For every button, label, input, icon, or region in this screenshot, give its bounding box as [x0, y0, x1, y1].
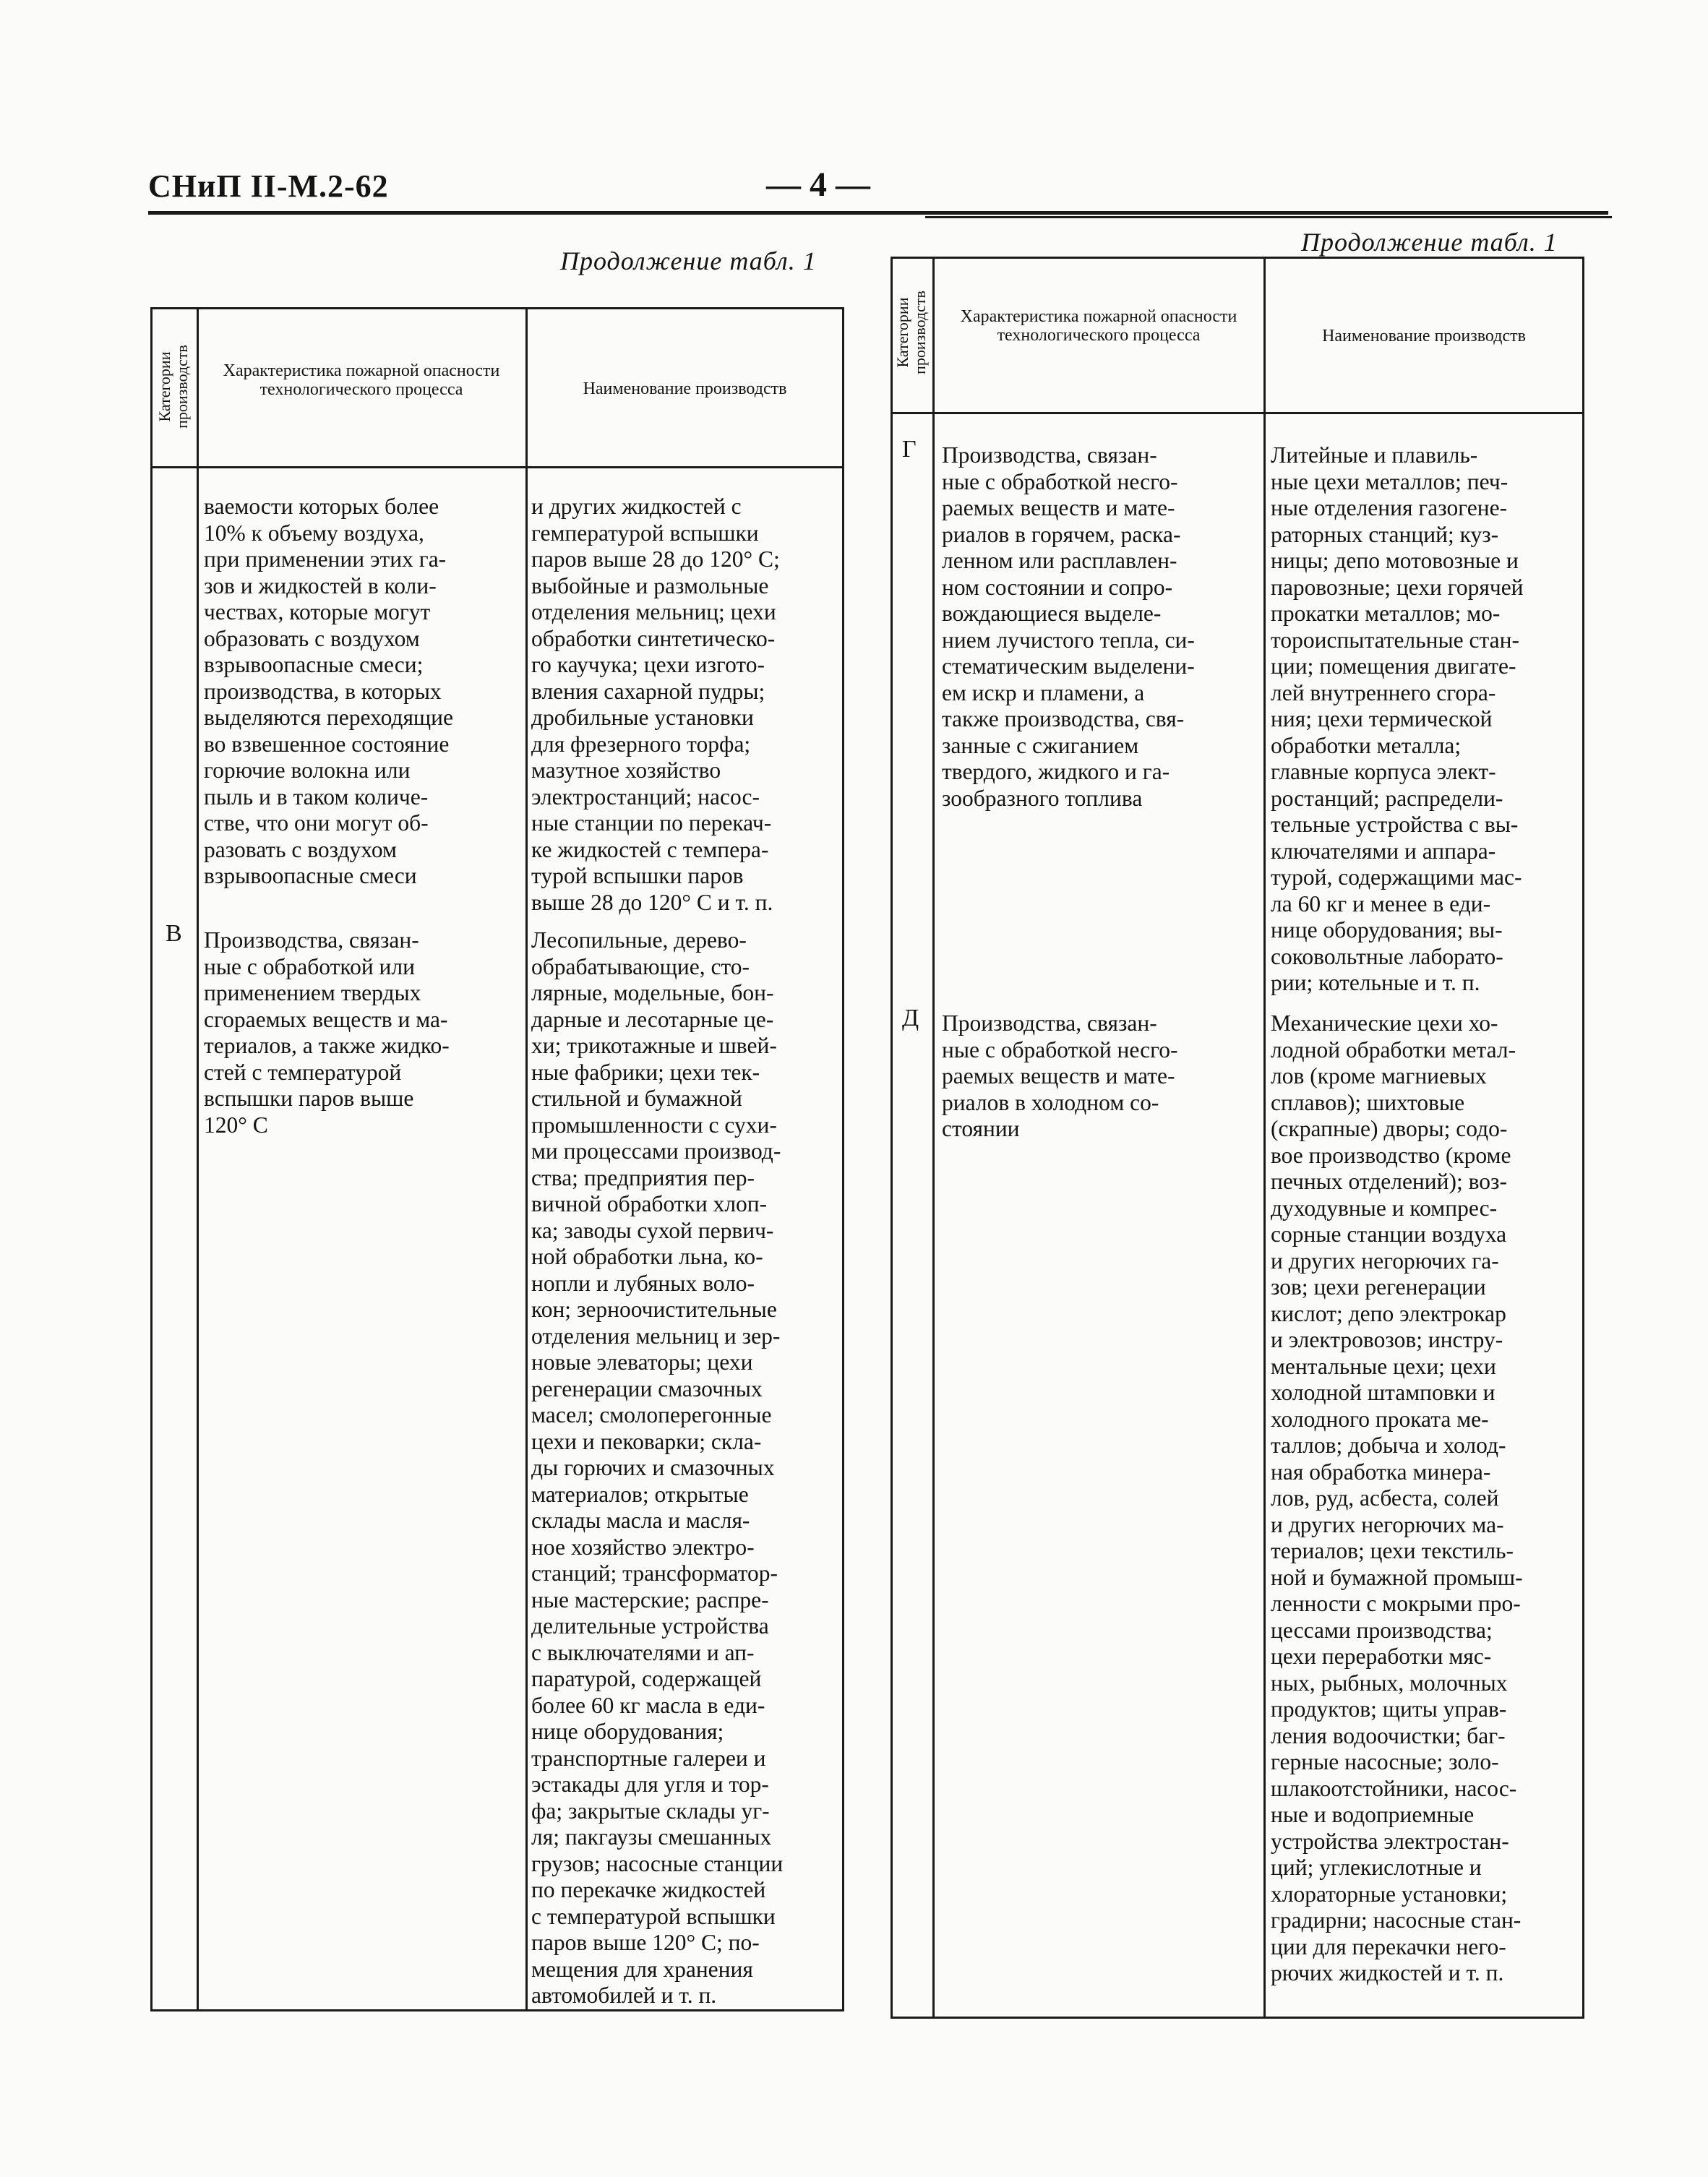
header-rule: [148, 211, 1608, 215]
left-table-bottom-border: [150, 2009, 844, 2011]
page-number: — 4 —: [766, 166, 870, 204]
right-table-continuation: Продолжение табл. 1: [1301, 228, 1558, 257]
left-table-col-divider-1: [197, 307, 199, 2011]
left-row1-characteristic: ваемости которых более 10% к объему воздуха, при применении этих га- зов и жидкостей в коли- чествах, которые могут образовать с воздухом взрывоопасные смеси; производства, в которых выделяются переходящие во взвешенное состояние горючие волокна или пыль и в таком количе- стве, что они могут об- разовать с воздухом взрывоопасные смеси: [204, 494, 454, 888]
right-row1-production: Литейные и плавиль- ные цехи металлов; печ- ные отделения газогене- раторных станций; куз- ницы; депо мотовозные и паровозные; цехи горячей прокатки металлов; мо- тороиспытательные стан- ции; помещения двигате- лей внутреннего сгора- ния; цехи термической обработки металла; главные корпуса элект- ростанций; распредели- тельные устройства с вы- ключателями и аппара- турой, содержащими мас- ла 60 кг и менее в еди- нице оборудования; вы- соковольтные лаборато- рии; котельные и т. п.: [1271, 442, 1524, 995]
right-head-characteristic: Характеристика пожарной опасности технологического процесса: [960, 307, 1237, 345]
left-head-category: Категории производств: [155, 345, 191, 429]
right-row2-category: Д: [902, 1005, 919, 1031]
right-head-production: Наименование производств: [1322, 327, 1526, 345]
document-code: СНиП II-М.2-62: [148, 168, 389, 204]
right-row1-category: Г: [902, 436, 917, 463]
right-row1-characteristic: Производства, связан- ные с обработкой несго- раемых веществ и мате- риалов в горячем, раска- ленном или расплавлен- ном состоянии и сопро- вождающиеся выделе- нием лучистого тепла, си- стематическим выделени- ем искр и пламени, а также производства, свя- занные с сжиганием твердого, жидкого и га- зообразного топлива: [942, 442, 1195, 811]
left-table-col-divider-2: [525, 307, 528, 2011]
right-table-top-border: [891, 257, 1584, 259]
right-table-header-border: [891, 412, 1584, 414]
right-table-right-border: [1582, 257, 1584, 2019]
left-row1-production: и других жидкостей с гемпературой вспышки паров выше 28 до 120° С; выбойные и размольные отделения мельниц; цехи обработки синтетическо- го каучука; цехи изгото- вления сахарной пудры; дробильные установки для фрезерного торфа; мазутное хозяйство электростанций; насос- ные станции по перекач- ке жидкостей с темпера- турой вспышки паров выше 28 до 120° С и т. п.: [531, 494, 780, 915]
left-head-characteristic: Характеристика пожарной опасности технологического процесса: [223, 361, 500, 399]
left-row2-characteristic: Производства, связан- ные с обработкой или применением твердых сгораемых веществ и ма- териалов, а также жидко- стей с температурой вспышки паров выше 120° С: [204, 927, 450, 1138]
right-table-col-divider-1: [932, 257, 935, 2019]
right-table-col-divider-2: [1263, 257, 1266, 2019]
left-row2-category: В: [166, 920, 182, 947]
right-row2-production: Механические цехи хо- лодной обработки метал- лов (кроме магниевых сплавов); шихтовые (скрапные) дворы; содо- вое производство (кроме печных отделений); воз- духодувные и компрес- сорные станции воздуха и других негорючих га- зов; цехи регенерации кислот; депо электрокар и электровозов; инстру- ментальные цехи; цехи холодной штамповки и холодного проката ме- таллов; добыча и холод- ная обработка минера- лов, руд, асбеста, солей и других негорючих ма- териалов; цехи текстиль- ной и бумажной промыш- ленности с мокрыми про- цессами производства; цехи переработки мяс- ных, рыбных, молочных продуктов; щиты управ- ления водоочистки; баг- герные насосные; золо- шлакоотстойники, насос- ные и водоприемные устройства электростан- ций; углекислотные и хлораторные установки; градирни; насосные стан- ции для перекачки него- рючих жидкостей и т. п.: [1271, 1010, 1523, 1985]
left-row2-production: Лесопильные, дерево- обрабатывающие, сто- лярные, модельные, бон- дарные и лесотарные це- хи; трикотажные и швей- ные фабрики; цехи тек- стильной и бумажной промышленности с сухи- ми процессами производ- ства; предприятия пер- вичной обработки хлоп- ка; заводы сухой первич- ной обработки льна, ко- нопли и лубяных воло- кон; зерноочистительные отделения мельниц и зер- новые элеваторы; цехи регенерации смазочных масел; смолоперегонные цехи и пековарки; скла- ды горючих и смазочных материалов; открытые склады масла и масля- ное хозяйство электро- станций; трансформатор- ные мастерские; распре- делительные устройства с выключателями и ап- паратурой, содержащей более 60 кг масла в еди- нице оборудования; транспортные галереи и эстакады для угля и тор- фа; закрытые склады уг- ля; пакгаузы смешанных грузов; насосные станции по перекачке жидкостей с температурой вспышки паров выше 120° С; по- мещения для хранения автомобилей и т. п.: [531, 927, 784, 2008]
left-table-right-border: [842, 307, 844, 2011]
right-head-category: Категории производств: [893, 291, 929, 374]
left-table-top-border: [150, 307, 844, 309]
right-table-bottom-border: [891, 2017, 1584, 2019]
left-head-production: Наименование производств: [583, 379, 787, 398]
left-table-header-border: [150, 466, 844, 468]
left-table-continuation: Продолжение табл. 1: [560, 246, 817, 275]
right-table-left-border: [891, 257, 893, 2019]
left-table-left-border: [150, 307, 153, 2011]
right-row2-characteristic: Производства, связан- ные с обработкой несго- раемых веществ и мате- риалов в холодном со- стоянии: [942, 1010, 1178, 1141]
header-rule-secondary: [925, 216, 1612, 218]
